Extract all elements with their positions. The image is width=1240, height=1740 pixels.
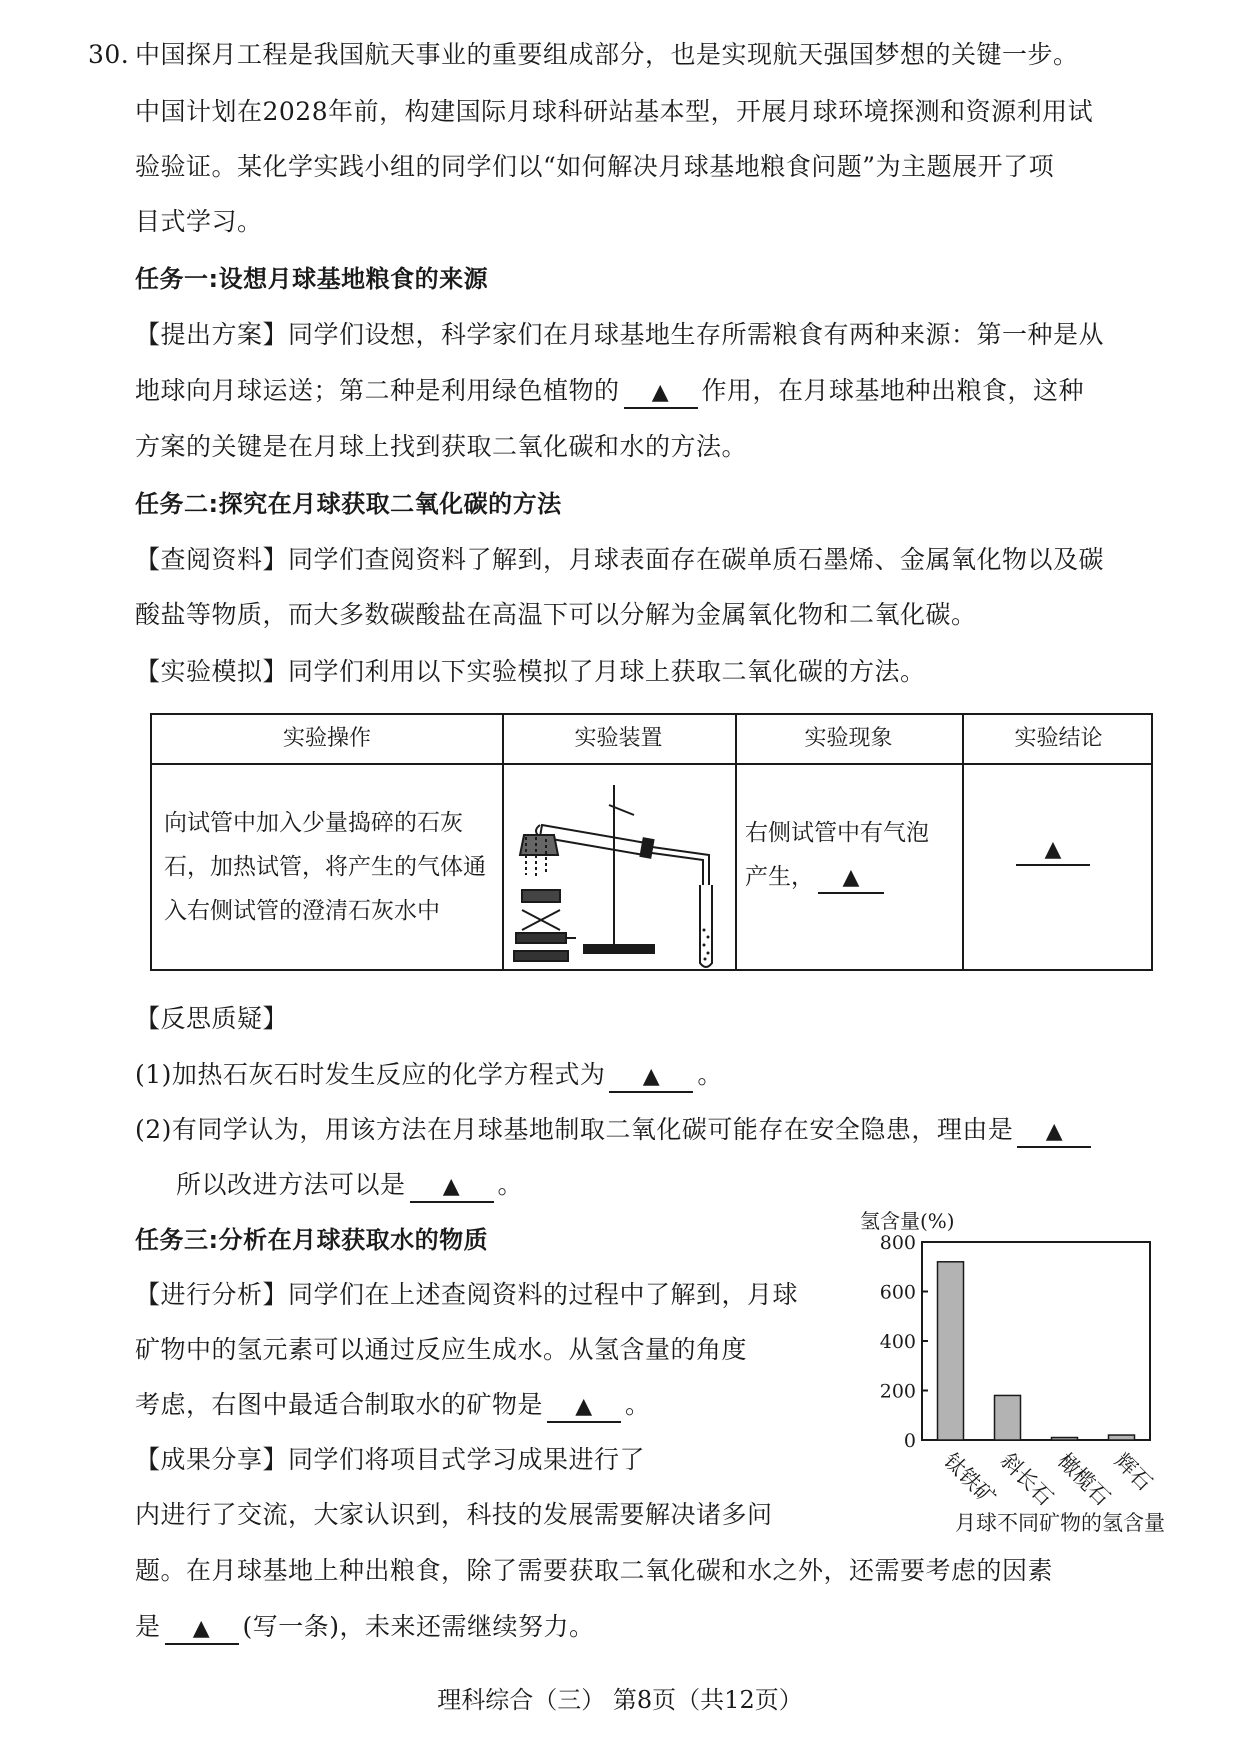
chart-bar [938,1262,964,1440]
apparatus-diagram [504,765,734,970]
question-number: 30. [88,40,130,69]
y-tick-label: 0 [903,1430,916,1452]
answer-blank-factor[interactable]: ▲ [165,1613,239,1645]
chart-bar [995,1395,1021,1440]
task1-line-2: 地球向月球运送；第二种是利用绿色植物的 ▲ 作用，在月球基地种出粮食，这种 [135,374,1084,409]
task2-line-2: 酸盐等物质，而大多数碳酸盐在高温下可以分解为金属氧化物和二氧化碳。 [135,600,977,629]
task3-line-6: 题。在月球基地上种出粮食，除了需要获取二氧化碳和水之外，还需要考虑的因素 [135,1556,1054,1585]
answer-blank-photosynthesis[interactable]: ▲ [624,377,698,409]
task2-title: 任务二:探究在月球获取二氧化碳的方法 [135,490,562,518]
intro-line-3: 验验证。某化学实践小组的同学们以“如何解决月球基地粮食问题”为主题展开了项 [135,152,1055,181]
experiment-table [150,713,1153,971]
chart-ylabel: 氢含量(%) [860,1209,955,1233]
operation-text: 向试管中加入少量捣碎的石灰 石，加热试管，将产生的气体通 入右侧试管的澄清石灰水中 [164,810,486,924]
task3-line-3: 考虑，右图中最适合制取水的矿物是 ▲ 。 [135,1388,651,1423]
task2-line-1: 【查阅资料】同学们查阅资料了解到，月球表面存在碳单质石墨烯、金属氧化物以及碳 [135,545,1105,574]
intro-line-4: 目式学习。 [135,207,263,236]
y-tick-label: 400 [879,1331,916,1353]
header-operation: 实验操作 [282,726,371,751]
chart-svg [850,1200,1200,1540]
reflection-q1: (1)加热石灰石时发生反应的化学方程式为 ▲ 。 [135,1058,723,1093]
task1-line-3: 方案的关键是在月球上找到获取二氧化碳和水的方法。 [135,432,748,461]
header-conclusion: 实验结论 [1014,726,1103,751]
chart-bar [1109,1435,1135,1440]
phenomenon-text: 右侧试管中有气泡 产生， ▲ [745,811,929,899]
chart-bar [1052,1438,1078,1440]
answer-blank-improvement[interactable]: ▲ [410,1171,494,1203]
intro-line-1: 中国探月工程是我国航天事业的重要组成部分，也是实现航天强国梦想的关键一步。 [135,40,1079,69]
task3-line-1: 【进行分析】同学们在上述查阅资料的过程中了解到，月球 [135,1280,799,1309]
y-tick-label: 800 [879,1232,916,1254]
task1-line-1: 【提出方案】同学们设想，科学家们在月球基地生存所需粮食有两种来源：第一种是从 [135,320,1105,349]
reflection-title: 【反思质疑】 [135,1004,289,1033]
intro-line-2: 中国计划在2028年前，构建国际月球科研站基本型，开展月球环境探测和资源利用试 [135,97,1094,126]
task3-title: 任务三:分析在月球获取水的物质 [135,1226,489,1254]
chart-title: 月球不同矿物的氢含量 [955,1511,1165,1535]
y-tick-label: 200 [879,1380,916,1403]
x-tick-label: 钛铁矿 [938,1448,1001,1511]
page-footer: 理科综合（三） 第8页（共12页） [437,1686,803,1714]
task1-title: 任务一:设想月球基地粮食的来源 [135,265,489,293]
header-phenomenon: 实验现象 [804,726,893,751]
answer-blank-conclusion[interactable]: ▲ [1016,835,1090,866]
reflection-q2: (2)有同学认为，用该方法在月球基地制取二氧化碳可能存在安全隐患，理由是 ▲ [135,1113,1095,1148]
x-tick-label: 斜长石 [995,1448,1058,1511]
header-apparatus: 实验装置 [574,726,663,751]
answer-blank-mineral[interactable]: ▲ [547,1391,621,1423]
answer-blank-hazard[interactable]: ▲ [1017,1116,1091,1148]
answer-blank-equation[interactable]: ▲ [609,1061,693,1093]
task3-line-4: 【成果分享】同学们将项目式学习成果进行了 [135,1445,646,1474]
x-tick-label: 橄榄石 [1052,1448,1115,1511]
conclusion-cell [1012,827,1094,871]
task3-line-5: 内进行了交流，大家认识到，科技的发展需要解决诸多问 [135,1500,773,1529]
task2-line-3: 【实验模拟】同学们利用以下实验模拟了月球上获取二氧化碳的方法。 [135,657,926,686]
answer-blank-phenomenon[interactable]: ▲ [818,863,884,894]
task3-line-2: 矿物中的氢元素可以通过反应生成水。从氢含量的角度 [135,1335,748,1364]
y-tick-label: 600 [879,1281,916,1304]
hydrogen-content-chart [850,1200,1200,1540]
reflection-q2-improve: 所以改进方法可以是 ▲ 。 [176,1168,523,1203]
x-tick-label: 辉石 [1109,1448,1157,1496]
task3-line-7: 是 ▲ (写一条)，未来还需继续努力。 [135,1610,595,1645]
